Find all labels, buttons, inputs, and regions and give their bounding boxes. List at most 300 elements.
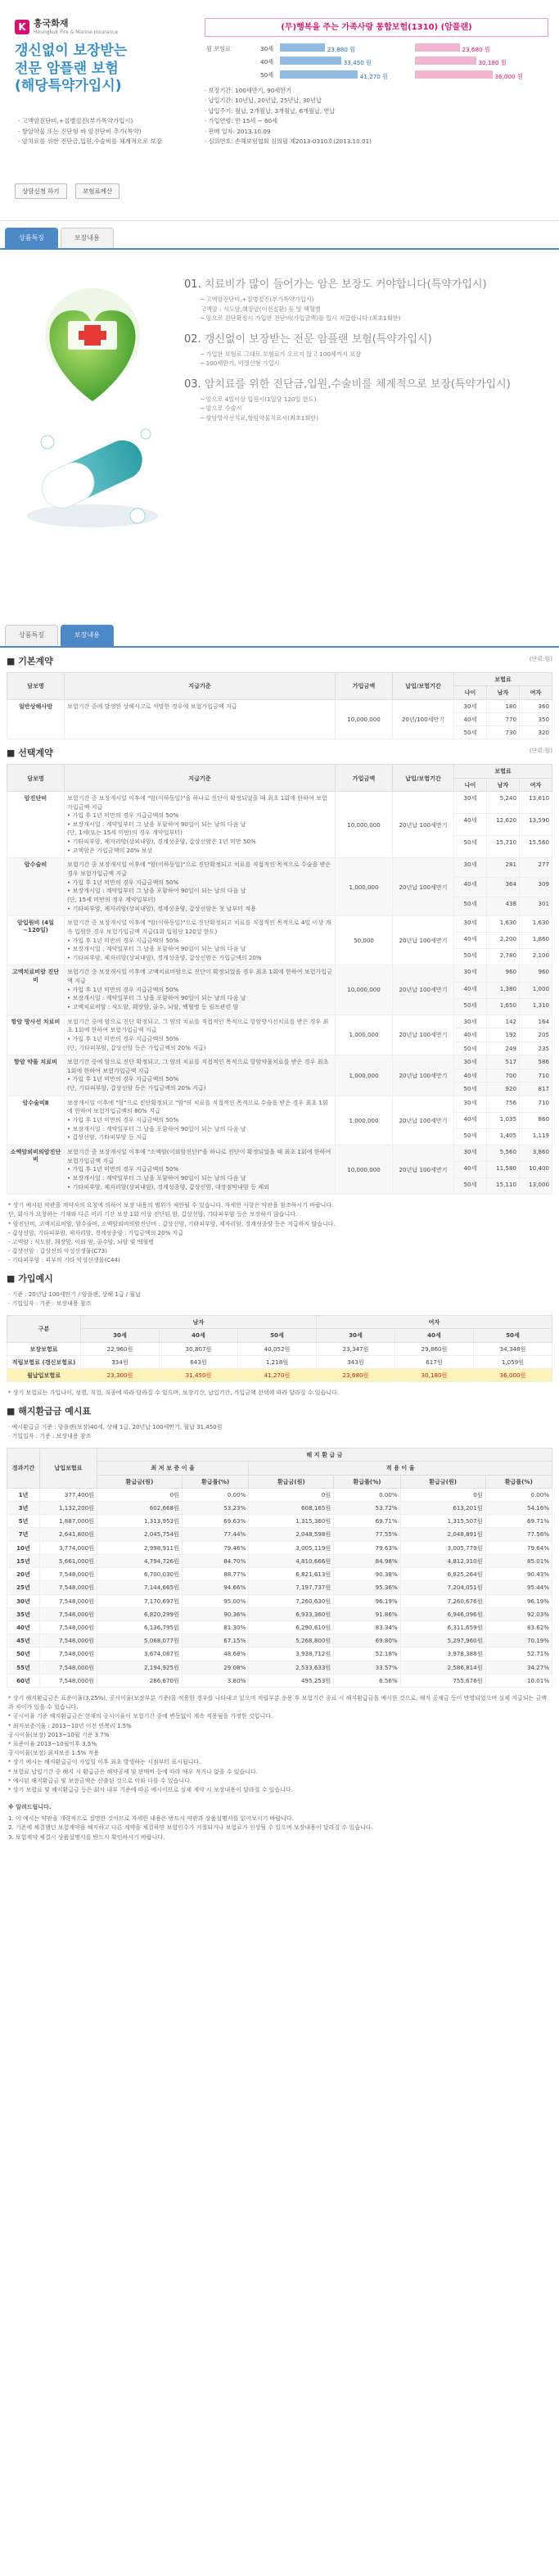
col-rate-min: 환급률(%) <box>182 1475 248 1488</box>
table-cell: 7,260,676원 <box>400 1594 485 1607</box>
unit-label: (단위:원) <box>529 655 552 662</box>
table-cell: 77.56% <box>485 1528 552 1541</box>
note-line: * 상기 해지환급금은 표준이율(3.25%), 공시이율(보장부분 기준)을 적용한 경우를 나타내고 있으며 적립부분 운용 후 보험기간 종료 시 해지환급금을 예시한 것으로, 해지 공제금 등이 반영되었으며 실제 지급되는 금액과 차이가 있을 수 있습니다. <box>8 1695 547 1711</box>
table-cell: 60년 <box>7 1674 40 1687</box>
table-cell: 83.34% <box>334 1620 400 1634</box>
table-cell: 50년 <box>7 1647 40 1661</box>
col-payment-criteria: 지급기준 <box>65 765 336 791</box>
coverage-amount: 10,000,000 <box>336 699 393 739</box>
table-cell: 69.71% <box>485 1515 552 1528</box>
table-cell: 7,548,000원 <box>40 1581 97 1594</box>
table-cell: 34.27% <box>485 1661 552 1674</box>
premium-male: 1,380 <box>487 982 520 998</box>
premium-age: 40세 <box>454 933 487 949</box>
note-line: * 상기 예시는 해지환급금이 가입일 이후 최초 발생하는 시점부터 표시됩니다. <box>8 1759 201 1766</box>
heart-pill-illustration <box>15 278 170 549</box>
table-cell: 7,548,000원 <box>40 1647 97 1661</box>
table-row <box>7 858 552 878</box>
premium-male: 1,650 <box>487 998 520 1015</box>
col-male: 남자 <box>487 778 520 791</box>
optional-contract-title: ■ 선택계약 <box>7 748 53 759</box>
feature-number: 01. <box>184 278 205 291</box>
table-cell: 6,290,610원 <box>249 1620 334 1634</box>
premium-age: 50세 <box>454 836 487 858</box>
premium-age: 50세 <box>454 1128 487 1145</box>
table-cell: 0.00% <box>182 1488 248 1501</box>
table-cell: 35년 <box>7 1607 40 1620</box>
table-cell: 33.57% <box>334 1661 400 1674</box>
coverage-name: 항암 방사선 치료비 <box>7 1015 65 1055</box>
table-cell: 334원 <box>81 1355 160 1368</box>
tab-features[interactable]: 상품특징 <box>5 228 58 248</box>
table-row <box>7 1554 552 1567</box>
table-cell: 7,548,000원 <box>40 1661 97 1674</box>
col-female: 여자 <box>520 686 552 699</box>
premium-female: 309 <box>520 878 552 897</box>
premium-male: 364 <box>487 878 520 897</box>
table-cell: 84.98% <box>334 1554 400 1567</box>
col-amount-min: 환급금(원) <box>97 1475 183 1488</box>
tab-coverage[interactable]: 보장내용 <box>61 228 114 248</box>
table-cell: 2,045,754원 <box>97 1528 183 1541</box>
table-row <box>7 916 552 933</box>
feature-sub-line: ─ 항암방사선치료,항암약물치료시(최초1회한) <box>201 414 319 422</box>
table-cell: 608,165원 <box>249 1501 334 1514</box>
refund-heading <box>7 1406 552 1417</box>
table-cell: 602,668원 <box>97 1501 183 1514</box>
premium-male: 281 <box>487 858 520 878</box>
table-cell: 0원 <box>97 1488 183 1501</box>
tab-bar-coverage <box>0 625 559 647</box>
table-cell: 3,005,119원 <box>249 1541 334 1554</box>
table-row <box>7 1501 552 1514</box>
table-cell: 4,812,310원 <box>400 1554 485 1567</box>
feature-number: 02. <box>184 332 205 346</box>
col-age: 30세 <box>81 1329 160 1342</box>
premium-male: 700 <box>487 1069 520 1082</box>
feature-item <box>184 333 551 368</box>
feature-title <box>184 333 551 347</box>
table-cell: 3,938,712원 <box>249 1647 334 1661</box>
hero-bullet: · 항암약물 또는 진단형 바 암진단비 추가(특약) <box>18 127 142 135</box>
premium-male: 770 <box>487 712 520 725</box>
table-cell: 6,136,795원 <box>97 1620 183 1634</box>
col-min-rate: 최 저 보 증 이 율 <box>97 1462 249 1475</box>
col-amount-std: 환급금(원) <box>249 1475 334 1488</box>
refund-title: ■ 해지환급금 예시표 <box>7 1406 92 1417</box>
table-cell: 5,268,800원 <box>249 1634 334 1647</box>
info-line: · 판매 일자: 2013.10.09 <box>205 127 271 135</box>
table-cell: 10.01% <box>485 1674 552 1687</box>
example-criteria <box>8 1290 551 1308</box>
premium-calc-button[interactable]: 보험료계산 <box>75 183 119 199</box>
premium-male-value: 23,880 원 <box>325 46 356 53</box>
col-amount: 가입금액 <box>336 765 393 791</box>
table-cell: 7,548,000원 <box>40 1607 97 1620</box>
col-male-group: 남자 <box>81 1316 317 1329</box>
table-cell: 2,048,891원 <box>400 1528 485 1541</box>
table-cell: 52.18% <box>334 1647 400 1661</box>
example-table <box>7 1315 552 1382</box>
table-cell: 1,132,200원 <box>40 1501 97 1514</box>
premium-female: 3,860 <box>520 1145 552 1161</box>
refund-criteria <box>8 1423 551 1441</box>
premium-female: 13,000 <box>520 1178 552 1195</box>
col-paid: 납입보험료 <box>40 1448 97 1489</box>
table-cell: 343원 <box>317 1355 395 1368</box>
table-cell: 5년 <box>7 1515 40 1528</box>
premium-age: 40세 <box>454 814 487 836</box>
table-cell: 2,998,911원 <box>97 1541 183 1554</box>
premium-age: 30세 <box>454 1096 487 1112</box>
premium-age: 40세 <box>454 982 487 998</box>
table-row <box>7 1369 552 1382</box>
premium-female: 1,119 <box>520 1128 552 1145</box>
tab-coverage[interactable]: 보장내용 <box>61 625 114 645</box>
coverage-amount: 1,000,000 <box>336 1055 393 1096</box>
info-line: · 보장기간: 100세만기, 90세만기 <box>205 87 292 95</box>
col-rate-pub: 환급률(%) <box>485 1475 552 1488</box>
note-line: * 예시된 해지환급금 및 보장금액은 산출된 것으로 이와 다를 수 있습니다. <box>8 1777 192 1784</box>
note-line: - 갑상선암, 기타피부암, 제자리암, 경계성종양 : 가입금액의 20% 지급 <box>8 1229 183 1236</box>
col-payment-criteria: 지급기준 <box>65 673 336 699</box>
table-cell: 2,533,633원 <box>249 1661 334 1674</box>
table-cell: 0원 <box>400 1488 485 1501</box>
table-cell: 53.23% <box>182 1501 248 1514</box>
coverage-name: 소액암외비의암진단비 <box>7 1145 65 1194</box>
table-row <box>7 1581 552 1594</box>
table-cell: 3,674,087원 <box>97 1647 183 1661</box>
hero-title-line: (해당특약가입시) <box>15 78 122 95</box>
table-cell: 79.63% <box>334 1541 400 1554</box>
coverage-amount: 10,000,000 <box>336 791 393 857</box>
premium-age: 30세 <box>454 1015 487 1028</box>
col-female-group: 여자 <box>317 1316 552 1329</box>
table-row <box>7 1488 552 1501</box>
note-line: * 상기 예시된 약관을 계약자의 요청에 의하여 보장 내용의 범위가 제한될 수 있습니다. 자세한 사항은 약관을 참조하시기 바랍니다. <box>8 1202 334 1209</box>
premium-age: 40세 <box>454 712 487 725</box>
basic-contract-heading <box>7 656 552 667</box>
tab-features[interactable]: 상품특징 <box>5 625 58 645</box>
note-line: - 고액암 : 식도암, 췌장암, 이외 암, 골수암, 뇌암 및 백혈병 <box>8 1238 155 1245</box>
table-cell: 67.15% <box>182 1634 248 1647</box>
premium-age: 30세 <box>454 858 487 878</box>
table-row <box>7 1607 552 1620</box>
table-cell: 7,260,630원 <box>249 1594 334 1607</box>
premium-male <box>278 42 413 55</box>
footer-title: ※ 알려드립니다. <box>8 1804 52 1811</box>
feature-title-text: 갱신없이 보장받는 전문 암플랜 보험(특약가입시) <box>204 332 432 346</box>
table-cell: 79.46% <box>182 1541 248 1554</box>
table-cell: 29.08% <box>182 1661 248 1674</box>
feature-subs <box>201 350 551 368</box>
premium-age: 50세 <box>454 725 487 739</box>
example-title: ■ 가입예시 <box>7 1273 53 1285</box>
table-cell: 2,048,598원 <box>249 1528 334 1541</box>
table-cell: 15년 <box>7 1554 40 1567</box>
table-cell: 7,170,697원 <box>97 1594 183 1607</box>
basic-contract-title: ■ 기본계약 <box>7 655 53 667</box>
premium-age: 50세 <box>454 998 487 1015</box>
premium-age: 40세 <box>454 878 487 897</box>
premium-age: 30세 <box>454 916 487 933</box>
table-cell: 34,348원 <box>474 1342 552 1355</box>
row-label: 적립보험료 (갱신보험료) <box>7 1355 81 1368</box>
premium-female: 360 <box>520 699 552 712</box>
feature-number: 03. <box>184 377 205 391</box>
premium-age: 30세 <box>260 44 274 52</box>
footer-notice <box>8 1803 551 1842</box>
table-cell: 4,810,666원 <box>249 1554 334 1567</box>
feature-list <box>184 278 551 432</box>
table-cell: 1,887,000원 <box>40 1515 97 1528</box>
table-cell: 95.44% <box>485 1581 552 1594</box>
premium-female: 13,590 <box>520 814 552 836</box>
premium-row <box>205 55 548 68</box>
hero-title-line: 전문 암플랜 보험 <box>15 60 119 77</box>
coverage-amount: 1,000,000 <box>336 1015 393 1055</box>
table-row <box>7 1355 552 1368</box>
table-cell: 41,270원 <box>238 1369 317 1382</box>
table-cell: 20년 <box>7 1568 40 1581</box>
coverage-desc: 보장개시일 이후에 "암"으로 진단확정되고 "암"의 치료를 직접적인 목적으로 수술을 받은 경우 최초 1회에 한하여 보험가입금액의 80% 지급 • 가입 후 1년 미만의 경우 지급금액의 50% • 보장개시일 : 계약일부터 그 날을 포함하여 90일이 되는 날의 다음 날 • 갑상선암, 기타피부암 등 지급 <box>65 1096 336 1145</box>
col-coverage-name: 담보명 <box>7 765 65 791</box>
tab-bar-features <box>0 228 559 250</box>
premium-male: 2,200 <box>487 933 520 949</box>
premium-bar <box>280 56 341 65</box>
footer-line: 3. 보험계약 체결시 상품설명서를 반드시 확인하시기 바랍니다. <box>8 1833 165 1841</box>
premium-age: 50세 <box>454 1042 487 1055</box>
table-row <box>7 1661 552 1674</box>
table-cell: 6,700,030원 <box>97 1568 183 1581</box>
premium-female: 710 <box>520 1096 552 1112</box>
table-cell: 36,000원 <box>474 1369 552 1382</box>
premium-female: 235 <box>520 1042 552 1055</box>
col-amount-pub: 환급금(원) <box>400 1475 485 1488</box>
col-premium: 보험료 <box>454 673 552 686</box>
table-cell: 7,548,000원 <box>40 1594 97 1607</box>
coverage-desc: 보험기간 중에 암으로 진단 확정되고, 그 암의 치료를 직접적인 목적으로 항암약물치료를 받은 경우 최초 1회에 한하여 보험가입금액 지급 • 가입 후 1년 미만의 경우 지급금액의 50% (단, 기타피부암, 갑상선암 등은 가입금액의 20% 지급) <box>65 1055 336 1096</box>
table-cell: 90.38% <box>334 1568 400 1581</box>
table-cell: 30,180원 <box>395 1369 474 1382</box>
premium-male: 180 <box>487 699 520 712</box>
table-cell: 5,068,077원 <box>97 1634 183 1647</box>
premium-male: 2,780 <box>487 949 520 965</box>
note-line: * 암진단비, 고액치료비암, 암수술비, 소액암외비의암진단비 : 갑상선암, 기타피부암, 제자리암, 경계성종양 등은 지급하지 않습니다. <box>8 1220 336 1227</box>
col-age: 나이 <box>454 686 487 699</box>
table-cell: 96.19% <box>334 1594 400 1607</box>
coverage-desc: 보험기간 중 보장개시일 이후에 "암(이하동일)"으로 진단확정되고 치료를 직접적인 목적으로 4일 이상 계속 입원한 경우 보험가입금액 지급(1회 입원당 120일 한도) • 가입 후 1년 미만의 경우 지급금액의 50% • 보장개시일 : 계약일부터 그 날을 포함하여 90일이 되는 날의 다음 날 • 기타피부암, 제자리암(상피내암), 경계성종양, 갑상선암은 가입금액의 20% <box>65 916 336 965</box>
premium-female: 710 <box>520 1069 552 1082</box>
feature-item <box>184 278 551 323</box>
premium-female: 10,400 <box>520 1162 552 1178</box>
table-cell: 30,807원 <box>160 1342 238 1355</box>
table-cell: 3,978,388원 <box>400 1647 485 1661</box>
coverage-period: 20년납 100세만기 <box>393 1145 454 1194</box>
col-rate-std: 환급률(%) <box>334 1475 400 1488</box>
table-row <box>7 1568 552 1581</box>
table-row <box>7 791 552 813</box>
premium-age: 40세 <box>260 57 274 66</box>
feature-item <box>184 378 551 423</box>
table-row <box>7 1594 552 1607</box>
brand-name-en: Heungkuk Fire & Marine Insurance <box>34 29 119 36</box>
premium-male-value: 41,270 원 <box>358 72 389 80</box>
coverage-name: 암수술비 <box>7 858 65 916</box>
note-line: 단, 회사가 요청하는 기재와 다른 미리 기간 보장 1회 이상 진단된 암, 갑상선암, 기타피부암 등은 보장하지 않습니다. <box>8 1211 298 1218</box>
table-cell: 96.19% <box>485 1594 552 1607</box>
table-cell: 7,548,000원 <box>40 1568 97 1581</box>
col-elapsed: 경과기간 <box>7 1448 40 1489</box>
coverage-period: 20년납 100세만기 <box>393 1055 454 1096</box>
table-cell: 45년 <box>7 1634 40 1647</box>
col-applied-rate: 적 용 이 율 <box>249 1462 552 1475</box>
coverage-desc: 보험기간 중 보장개시일 이후에 고액치료비암으로 진단이 확정되었을 경우 최초 1회에 한하여 보험가입금액 지급 • 가입 후 1년 미만의 경우 지급금액의 50% • 보장개시일 : 계약일부터 그 날을 포함하여 90일이 되는 날의 다음 날 • 고액치료비암 : 식도암, 췌장암, 골수, 뇌암, 백혈병 등 림프관련 암 <box>65 965 336 1015</box>
table-cell: 286,670원 <box>97 1674 183 1687</box>
table-cell: 7,548,000원 <box>40 1620 97 1634</box>
table-cell: 377,400원 <box>40 1488 97 1501</box>
table-cell: 613,201원 <box>400 1501 485 1514</box>
feature-sub-line: ─ 가입한 보험료 그대로 보험료가 오르지 않고 100세까지 보장 <box>201 350 362 358</box>
note-line: - 갑상선암 : 갑상선의 악성신생물(C73) <box>8 1248 107 1255</box>
premium-female: 350 <box>520 712 552 725</box>
table-cell: 81.30% <box>182 1620 248 1634</box>
table-cell: 31,450원 <box>160 1369 238 1382</box>
info-line: · 심의번호: 손해보험협회 심의필 제2013-0310호(2013.10.01) <box>205 137 372 145</box>
premium-female: 15,560 <box>520 836 552 858</box>
premium-male: 1,630 <box>487 916 520 933</box>
premium-age: 30세 <box>454 791 487 813</box>
table-cell: 1,315,360원 <box>249 1515 334 1528</box>
coverage-name: 일반상해사망 <box>7 699 65 739</box>
table-cell: 48.68% <box>182 1647 248 1661</box>
col-refund-group: 해 지 환 급 금 <box>97 1448 552 1462</box>
table-cell: 643원 <box>160 1355 238 1368</box>
table-cell: 1,059원 <box>474 1355 552 1368</box>
brand-logo <box>15 18 118 36</box>
table-cell: 1,313,953원 <box>97 1515 183 1528</box>
table-cell: 23,300원 <box>81 1369 160 1382</box>
premium-male <box>278 69 413 82</box>
premium-female <box>413 42 548 55</box>
premium-age: 50세 <box>454 949 487 965</box>
table-cell: 40년 <box>7 1620 40 1634</box>
note-line: 공시이율(보장) 최저보증 1.5% 적용 <box>8 1750 100 1757</box>
col-coverage-name: 담보명 <box>7 673 65 699</box>
premium-age: 30세 <box>454 1145 487 1161</box>
table-cell: 94.66% <box>182 1581 248 1594</box>
table-cell: 7,144,665원 <box>97 1581 183 1594</box>
hero-bullets <box>18 117 174 148</box>
optional-contract-heading <box>7 748 552 759</box>
footer-line: 1. 이 예시는 약관을 개략적으로 설명한 것이므로 자세한 내용은 반드시 약관과 상품설명서를 읽어보시기 바랍니다. <box>8 1815 294 1823</box>
premium-age: 30세 <box>454 1055 487 1069</box>
premium-bar <box>415 56 476 65</box>
refund-table <box>7 1448 552 1688</box>
table-cell: 6,820,299원 <box>97 1607 183 1620</box>
table-cell: 92.03% <box>485 1607 552 1620</box>
coverage-desc: 보험기간 중에 발생한 상해사고로 사망한 경우에 보험가입금액 지급 <box>65 699 336 739</box>
unit-label: (단위:원) <box>529 748 552 755</box>
coverage-desc: 보험기간 중 보장개시일 이후에 "암(이하동일)"을 하나로 진단이 확정되었을 때 최초 1회에 한하여 보험가입금액 지급 • 가입 후 1년 미만의 경우 지급금액의 50% • 보장개시일 : 계약일부터 그 날을 포함하여 90일이 되는 날의 다음 날 (단, 1세(또는 15세 미만)의 경우 계약일부터) • 기타피부암, 제자리암(상피내암), 경계성종양, 갑상선암은 1년 미만 50% • 고액암은 가입금액의 20% 보상 <box>65 791 336 857</box>
product-name-box: (무)행복을 주는 가족사랑 통합보험(1310) (암플랜) <box>205 18 548 37</box>
premium-label <box>205 55 259 68</box>
premium-age: 30세 <box>454 699 487 712</box>
premium-male: 730 <box>487 725 520 739</box>
premium-label <box>205 69 259 82</box>
premium-age: 50세 <box>454 1082 487 1096</box>
table-row <box>7 1647 552 1661</box>
table-cell: 69.80% <box>334 1634 400 1647</box>
refund-line: · 기입일자 : 기준 : 보장내용 참조 <box>8 1432 92 1439</box>
premium-male: 1,035 <box>487 1112 520 1128</box>
col-female: 여자 <box>520 778 552 791</box>
table-cell: 3,005,779원 <box>400 1541 485 1554</box>
table-cell: 69.63% <box>182 1515 248 1528</box>
feature-subs <box>201 395 551 423</box>
coverage-name: 암진단비 <box>7 791 65 857</box>
table-cell: 495,253원 <box>249 1674 334 1687</box>
table-row <box>7 1055 552 1069</box>
premium-male-value: 33,450 원 <box>341 59 372 67</box>
premium-male: 1,405 <box>487 1128 520 1145</box>
table-cell: 3,774,000원 <box>40 1541 97 1554</box>
premium-bar <box>280 43 325 52</box>
premium-male: 517 <box>487 1055 520 1069</box>
premium-male: 12,620 <box>487 814 520 836</box>
table-cell: 5,297,960원 <box>400 1634 485 1647</box>
col-age: 50세 <box>474 1329 552 1342</box>
table-row <box>7 1015 552 1028</box>
premium-male: 142 <box>487 1015 520 1028</box>
table-row <box>7 1620 552 1634</box>
table-cell: 6,933,360원 <box>249 1607 334 1620</box>
product-info-list <box>205 87 548 145</box>
note-line: * 보험료 납입기간 중 해지 시 환급금은 해약공제 및 판매비 등에 따라 매우 적거나 없을 수 있습니다. <box>8 1768 259 1775</box>
table-cell: 54.16% <box>485 1501 552 1514</box>
table-cell: 53.72% <box>334 1501 400 1514</box>
footer-line: 2. 기존에 체결했던 보험계약을 해지하고 다른 계약을 체결하면 보험인수가 거절되거나 보험료가 인상될 수 있으며 보장내용이 달라질 수 있습니다. <box>8 1824 373 1832</box>
example-line: · 기입일자 : 기준 : 보장내용 참조 <box>8 1299 92 1307</box>
note-line: 공시이율(보장) 2013~10월 기준 3.7% <box>8 1731 110 1738</box>
premium-female: 277 <box>520 858 552 878</box>
example-note: * 상기 보험료는 가입나이, 성별, 직업, 직종에 따라 달라질 수 있으며, 보장기간, 납입기간, 가입금액 선택에 따라 달라질 수 있습니다. <box>8 1390 339 1397</box>
table-cell: 55년 <box>7 1661 40 1674</box>
table-cell: 95.36% <box>334 1581 400 1594</box>
premium-female: 301 <box>520 897 552 916</box>
premium-label: 월 보험료 <box>206 44 232 52</box>
table-row <box>7 1515 552 1528</box>
table-cell: 6,821,613원 <box>249 1568 334 1581</box>
info-line: · 납입기간: 10년납, 20년납, 25년납, 30년납 <box>205 97 322 105</box>
features-section <box>0 250 559 618</box>
consult-button[interactable]: 상담신청 하기 <box>15 183 67 199</box>
table-cell: 69.71% <box>334 1515 400 1528</box>
premium-female-value: 36,000 원 <box>493 72 523 80</box>
table-cell: 755,676원 <box>400 1674 485 1687</box>
feature-sub-line: ─ 100세만기, 비갱신형 가입시 <box>201 359 280 368</box>
table-row <box>7 1674 552 1687</box>
hero-summary-box <box>205 18 548 147</box>
feature-subs <box>201 295 551 323</box>
table-cell: 0.00% <box>334 1488 400 1501</box>
col-age: 50세 <box>238 1329 317 1342</box>
coverage-period: 20년/100세만기 <box>393 699 454 739</box>
hero-title-line: 갱신없이 보장받는 <box>15 43 128 59</box>
premium-bar <box>415 43 460 52</box>
col-category: 구분 <box>7 1316 81 1342</box>
premium-age: 50세 <box>454 897 487 916</box>
